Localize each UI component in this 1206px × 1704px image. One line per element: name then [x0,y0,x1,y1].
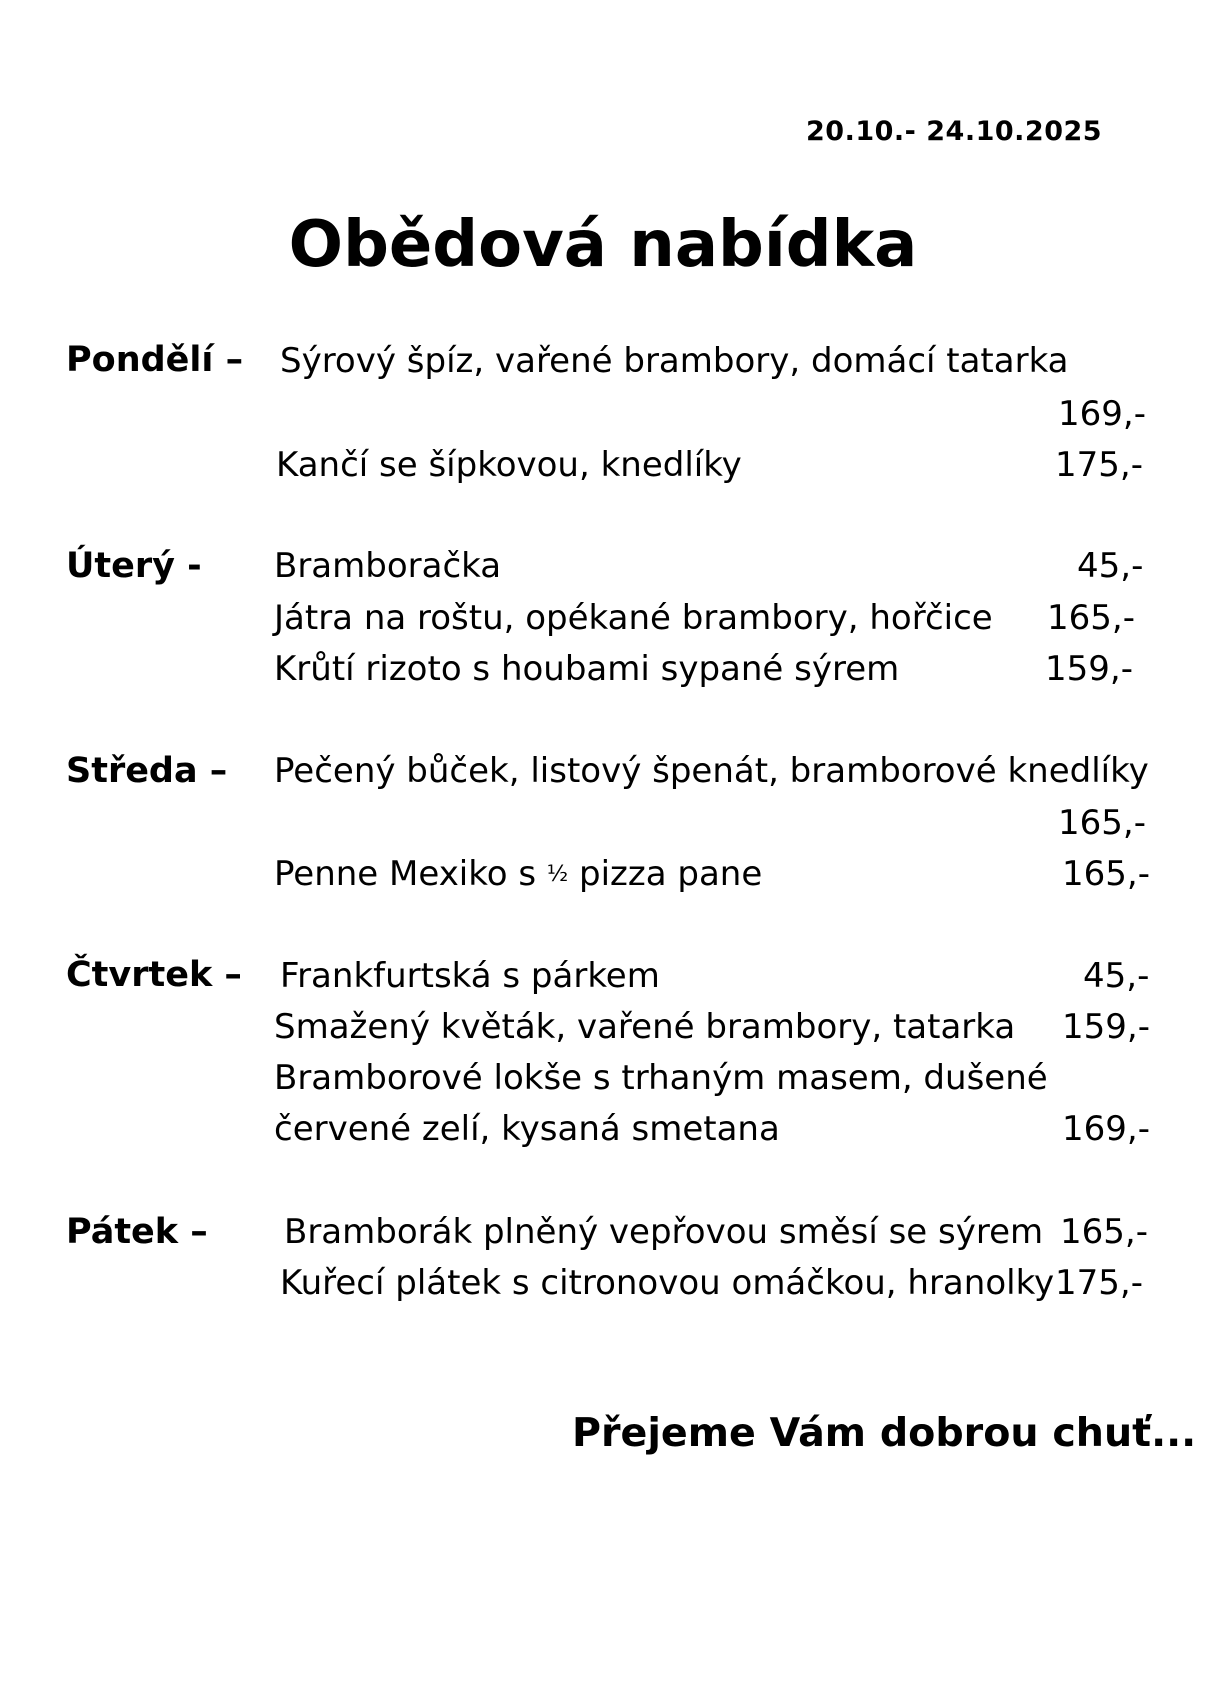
day-label-friday: Pátek – [66,1212,208,1252]
date-range: 20.10.- 24.10.2025 [806,116,1103,147]
dish-name: Sýrový špíz, vařené brambory, domácí tatarka [280,341,1069,381]
dish-price: 45,- [1083,956,1150,996]
day-label-monday: Pondělí – [66,340,244,380]
fraction-half: ½ [546,862,569,887]
dish-price: 159,- [1062,1007,1150,1047]
dish-price: 169,- [1062,1109,1150,1149]
page-title: Obědová nabídka [288,208,918,282]
dish-name: Frankfurtská s párkem [280,956,660,996]
closing-message: Přejeme Vám dobrou chuť... [572,1410,1197,1456]
dish-price: 165,- [1060,1212,1148,1252]
dish-name: Smažený květák, vařené brambory, tatarka [274,1007,1016,1047]
dish-price: 165,- [1047,598,1135,638]
dish-name: Játra na roštu, opékané brambory, hořčice [274,598,993,638]
dish-name: Kuřecí plátek s citronovou omáčkou, hranolky [280,1263,1055,1303]
dish-name: Krůtí rizoto s houbami sypané sýrem [274,649,900,689]
dish-name [274,849,762,900]
dish-price: 175,- [1055,445,1143,485]
dish-price: 169,- [1058,394,1146,434]
dish-name: červené zelí, kysaná smetana [274,1109,780,1149]
dish-price: 165,- [1062,854,1150,894]
dish-name: Bramboračka [274,546,502,586]
dish-name: Bramborák plněný vepřovou směsí se sýrem [284,1212,1044,1252]
day-label-wednesday: Středa – [66,751,228,791]
dish-name: Bramborové lokše s trhaným masem, dušené [274,1058,1048,1098]
day-label-tuesday: Úterý - [66,546,202,586]
dish-price: 159,- [1045,649,1133,689]
day-label-thursday: Čtvrtek – [66,955,242,995]
dish-name: Kančí se šípkovou, knedlíky [276,445,742,485]
dish-price: 175,- [1055,1263,1143,1303]
dish-name-end: pizza pane [579,854,763,894]
dish-name-start: Penne Mexiko s [274,854,537,894]
dish-name: Pečený bůček, listový špenát, bramborové knedlíky [274,751,1149,791]
dish-price: 165,- [1058,803,1146,843]
dish-price: 45,- [1077,546,1144,586]
